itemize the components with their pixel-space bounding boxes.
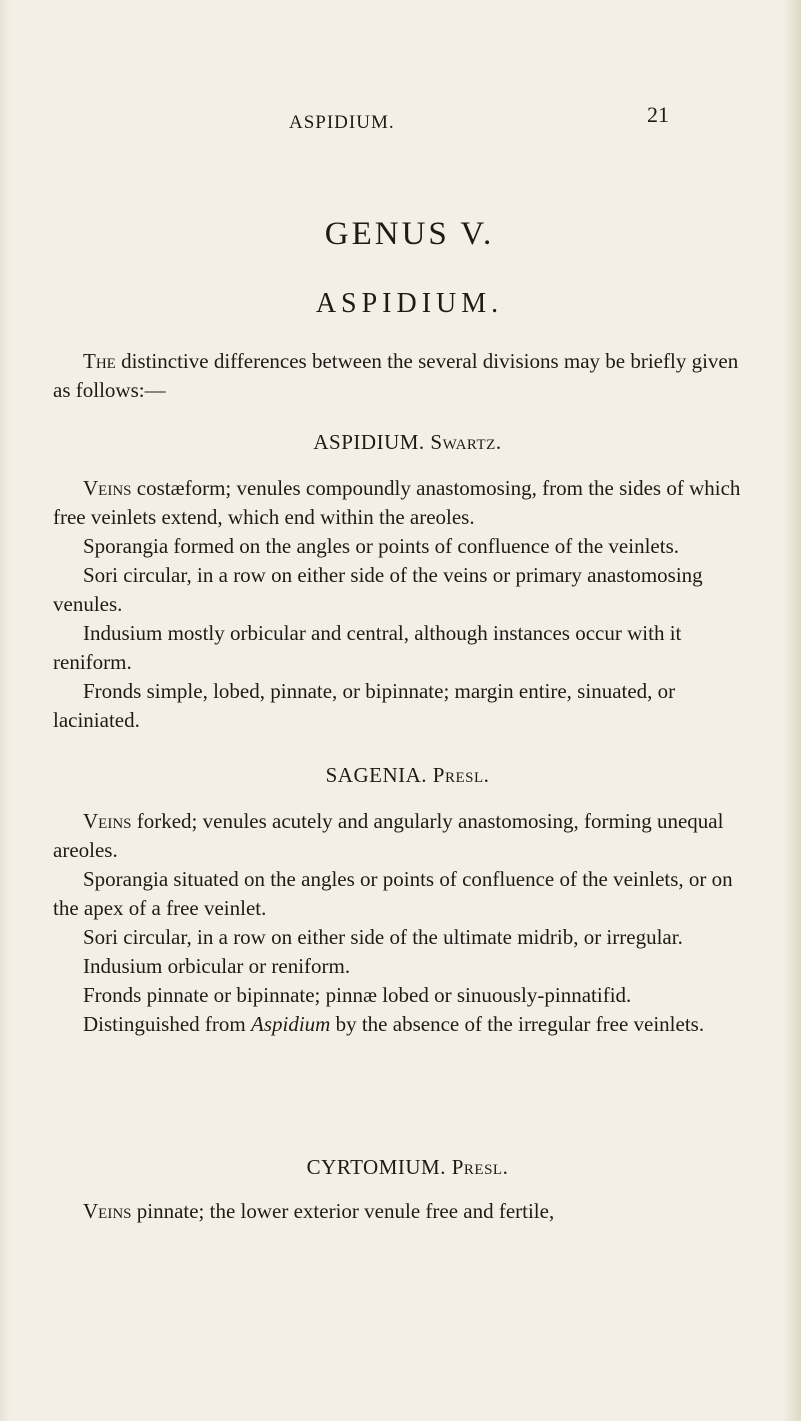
paragraph xyxy=(53,619,753,677)
paragraph-text: Distinguished from xyxy=(83,1012,246,1036)
genus-heading: GENUS V. xyxy=(324,216,495,252)
paragraph-text: Sori circular, in a row on either side of the ultimate midrib, or irregular. xyxy=(83,925,683,949)
paragraph xyxy=(53,923,753,952)
section-title-sagenia xyxy=(0,763,801,788)
section-title-cyrtomium xyxy=(0,1155,801,1180)
paragraph-text: forked; venules acutely and angularly anastomosing, forming unequal areoles. xyxy=(53,809,724,862)
section-author: Presl. xyxy=(451,1155,509,1179)
paragraph-text: Fronds simple, lobed, pinnate, or bipinnate; margin entire, sinuated, or laciniated. xyxy=(53,679,676,732)
paragraph-text: costæform; venules compoundly anastomosing, from the sides of which free veinlets extend, which end within the areoles. xyxy=(53,476,741,529)
page-edge-shading-left xyxy=(0,0,10,1421)
section-body-aspidium xyxy=(53,474,753,735)
section-name: CYRTOMIUM. xyxy=(306,1155,446,1179)
section-author: Swartz. xyxy=(430,430,502,454)
paragraph xyxy=(53,981,753,1010)
section-body-sagenia xyxy=(53,807,753,1039)
paragraph-lead-word: Veins xyxy=(83,1199,132,1223)
paragraph-lead-word: Veins xyxy=(83,476,132,500)
intro-text: distinctive differences between the several divisions may be briefly given as follows:— xyxy=(53,349,739,402)
paragraph-text: Indusium orbicular or reniform. xyxy=(83,954,351,978)
running-head: ASPIDIUM. xyxy=(289,112,395,133)
paragraph xyxy=(53,865,753,923)
paragraph-text: Sporangia formed on the angles or points of confluence of the veinlets. xyxy=(83,534,679,558)
section-name: ASPIDIUM. xyxy=(313,430,425,454)
paragraph-text: Fronds pinnate or bipinnate; pinnæ lobed or sinuously-pinnatifid. xyxy=(83,983,632,1007)
paragraph xyxy=(53,952,753,981)
page-number: 21 xyxy=(647,102,669,127)
paragraph-text: Sori circular, in a row on either side of the veins or primary anastomosing venules. xyxy=(53,563,703,616)
section-body-cyrtomium xyxy=(53,1197,753,1226)
paragraph xyxy=(53,561,753,619)
paragraph xyxy=(53,474,753,532)
paragraph xyxy=(53,807,753,865)
section-title-aspidium xyxy=(0,430,801,455)
paragraph-text: pinnate; the lower exterior venule free and fertile, xyxy=(136,1199,555,1223)
paragraph xyxy=(53,1197,753,1226)
intro-paragraph xyxy=(53,347,753,405)
intro-lead-word: The xyxy=(83,349,116,373)
section-author: Presl. xyxy=(432,763,490,787)
section-name: SAGENIA. xyxy=(325,763,428,787)
paragraph-text: Indusium mostly orbicular and central, although instances occur with it reniform. xyxy=(53,621,682,674)
genus-name: ASPIDIUM. xyxy=(315,288,504,319)
paragraph-text: Sporangia situated on the angles or points of confluence of the veinlets, or on the apex of a free veinlet. xyxy=(53,867,733,920)
paragraph xyxy=(53,1010,753,1039)
italic-genus-name: Aspidium xyxy=(251,1012,331,1036)
paragraph xyxy=(53,532,753,561)
page-edge-shading-right xyxy=(783,0,801,1421)
paragraph-text-tail: by the absence of the irregular free veinlets. xyxy=(335,1012,705,1036)
paragraph-lead-word: Veins xyxy=(83,809,132,833)
paragraph xyxy=(53,677,753,735)
